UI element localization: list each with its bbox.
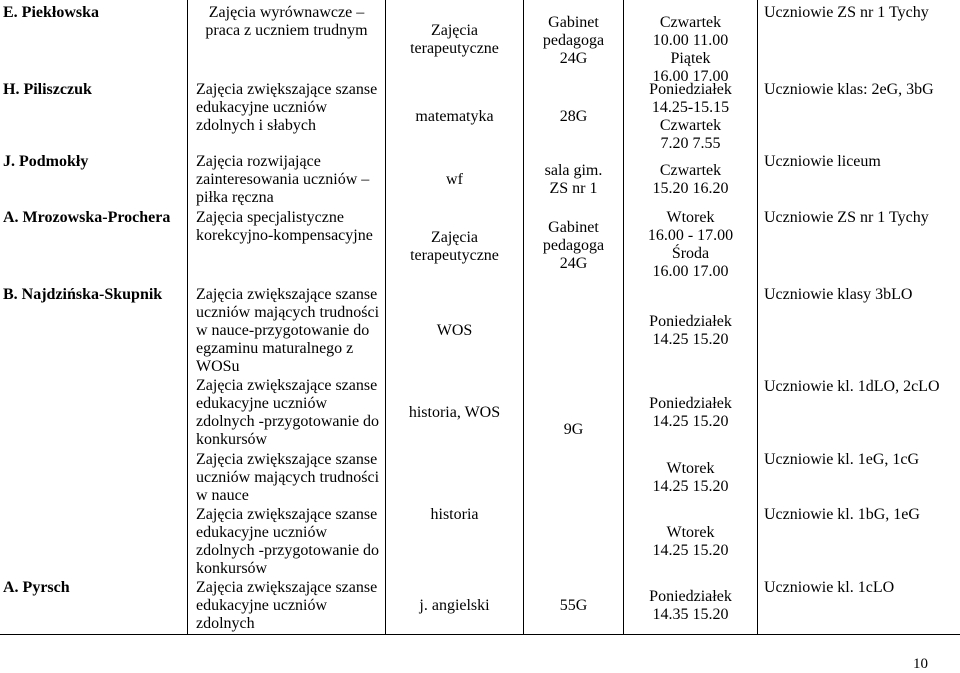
student-group: Uczniowie klas: 2eG, 3bG	[764, 81, 934, 98]
student-group: Uczniowie kl. 1eG, 1cG	[764, 451, 920, 468]
teacher-name: E. Piekłowska	[3, 4, 100, 21]
schedule-time: Wtorek 14.25 15.20	[652, 524, 729, 559]
student-group: Uczniowie ZS nr 1 Tychy	[764, 4, 929, 21]
activity-description: Zajęcia zwiększające szanse edukacyjne uczniów zdolnych	[196, 579, 378, 632]
schedule-time: Wtorek 16.00 - 17.00 Środa 16.00 17.00	[647, 209, 734, 280]
activity-description: Zajęcia zwiększające szanse edukacyjne uczniów zdolnych -przygotowanie do konkursów	[196, 506, 380, 577]
room: 9G	[563, 421, 584, 438]
subject: historia	[430, 506, 479, 523]
teacher-name: H. Piliszczuk	[3, 81, 92, 98]
teacher-name: A. Pyrsch	[3, 579, 70, 596]
subject: j. angielski	[419, 597, 490, 614]
subject: historia, WOS	[408, 404, 501, 421]
teacher-name: J. Podmokły	[3, 153, 89, 170]
teacher-name: A. Mrozowska-Prochera	[3, 209, 171, 226]
schedule-time: Czwartek 10.00 11.00 Piątek 16.00 17.00	[652, 14, 729, 85]
activity-description: Zajęcia zwiększające szanse uczniów mających trudności w nauce-przygotowanie do egzaminu maturalnego z WOSu	[196, 286, 380, 375]
subject: WOS	[436, 322, 473, 339]
subject: wf	[446, 171, 463, 188]
page-number: 10	[913, 656, 928, 672]
subject: matematyka	[415, 108, 494, 125]
student-group: Uczniowie kl. 1bG, 1eG	[764, 506, 920, 523]
room: Gabinet pedagoga 24G	[542, 219, 605, 272]
schedule-time: Poniedziałek 14.25 15.20	[649, 313, 732, 348]
room: Gabinet pedagoga 24G	[542, 14, 605, 67]
activity-description: Zajęcia zwiększające szanse uczniów mających trudności w nauce	[196, 451, 380, 504]
activity-description: Zajęcia zwiększające szanse edukacyjne uczniów zdolnych -przygotowanie do konkursów	[196, 377, 380, 448]
activity-description: Zajęcia rozwijające zainteresowania uczniów – piłka ręczna	[196, 153, 370, 206]
schedule-time: Poniedziałek 14.25-15.15 Czwartek 7.20 7.55	[649, 81, 732, 152]
student-group: Uczniowie liceum	[764, 153, 881, 170]
activity-description: Zajęcia wyrównawcze – praca z uczniem trudnym	[205, 4, 368, 39]
activity-description: Zajęcia zwiększające szanse edukacyjne uczniów zdolnych i słabych	[196, 81, 378, 134]
schedule-time: Poniedziałek 14.35 15.20	[649, 588, 732, 623]
activity-description: Zajęcia specjalistyczne korekcyjno-kompensacyjne	[196, 209, 373, 244]
subject: Zajęcia terapeutyczne	[410, 229, 499, 264]
room: sala gim. ZS nr 1	[544, 162, 603, 197]
schedule-time: Wtorek 14.25 15.20	[652, 460, 729, 495]
schedule-time: Czwartek 15.20 16.20	[652, 162, 729, 197]
student-group: Uczniowie kl. 1cLO	[764, 579, 895, 596]
room: 28G	[559, 108, 588, 125]
teacher-name: B. Najdzińska-Skupnik	[3, 286, 163, 303]
student-group: Uczniowie ZS nr 1 Tychy	[764, 209, 929, 226]
subject: Zajęcia terapeutyczne	[410, 22, 499, 57]
student-group: Uczniowie klasy 3bLO	[764, 286, 913, 303]
student-group: Uczniowie kl. 1dLO, 2cLO	[764, 378, 940, 395]
schedule-time: Poniedziałek 14.25 15.20	[649, 395, 732, 430]
room: 55G	[559, 597, 588, 614]
